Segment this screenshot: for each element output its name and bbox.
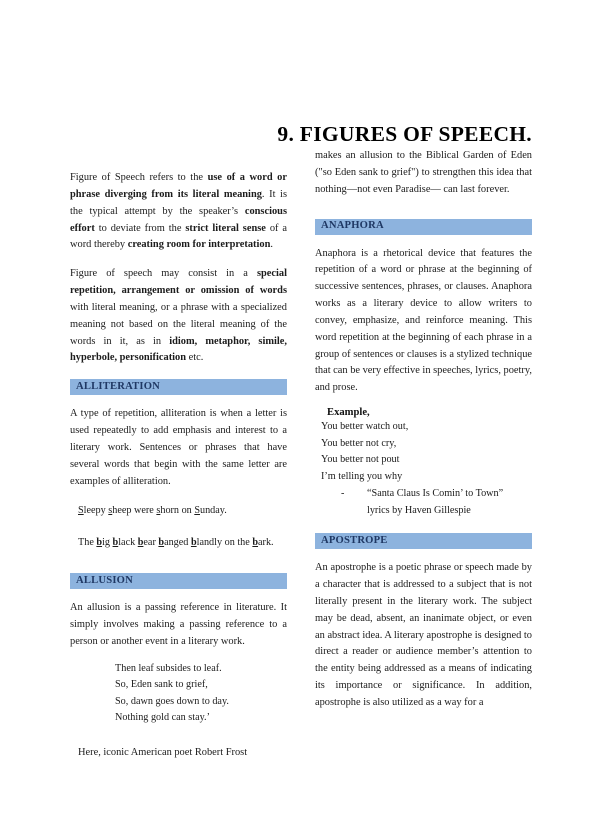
- page-title: 9. FIGURES OF SPEECH.: [277, 122, 532, 147]
- intro-p2-seg-c: with literal meaning, or a phrase with a specialized meaning not based on the literal meaning of the words in it, as in: [70, 301, 287, 347]
- allusion-continuation: makes an allusion to the Biblical Garden of Eden ("so Eden sank to grief") to strengthen this idea that nothing—not even Paradise— can last forever.: [315, 150, 532, 195]
- apostrope-body: An apostrophe is a poetic phrase or speech made by a character that is addressed to a subject that is not literally present in the literary work. The subject may be dead, absent, an inanimate object, or even an abstract idea. A literary apostrophe is designed to direct a reader or audience member’s attention to the entity being addressed as a means of indicating its importance or significance. In addition, apostrophe is also utilized as a way for a: [315, 562, 532, 708]
- anaphora-attribution: [315, 486, 532, 519]
- example1-text-4: unday.: [199, 504, 227, 516]
- intro-p2-seg-e: etc.: [186, 352, 204, 364]
- intro-p1-seg-i: .: [270, 239, 273, 251]
- intro-p2-seg-a: Figure of speech may consist in a: [70, 268, 257, 280]
- intro-p1-seg-g: of a word thereby: [70, 222, 288, 251]
- allusion-closing-text: Here, iconic American poet Robert Frost: [78, 746, 248, 758]
- lyrics-line: I’m telling you why: [321, 470, 403, 482]
- alliteration-body: A type of repetition, alliteration is when a letter is used repeatedly to add emphasis and interest to a literary work. Sentences or phrases that have several words that begin with the same letter are examples of alliteration.: [70, 408, 287, 487]
- anaphora-body: Anaphora is a rhetorical device that features the repetition of a word or phrase at the beginning of successive sentences, phrases, or clauses. Anaphora works as a literary device to allow writers to convey, emphasize, and reinforce meaning. This word repetition at the beginning of each phrase in a group of sentences or clauses is a stylized technique that can be very effective in speeches, lyrics, poetry, and prose.: [315, 247, 532, 394]
- intro-p2-seg-b: special repetition, arrangement or omission of words: [70, 268, 287, 297]
- example2-underline-1: b: [96, 536, 103, 548]
- poem-line: Then leaf subsides to leaf.: [115, 662, 222, 674]
- example2-text-6: ark.: [258, 536, 274, 548]
- example2-text-1: ig: [102, 536, 113, 548]
- example1-text-1: leepy: [83, 504, 109, 516]
- example2-text-3: ear: [143, 536, 159, 548]
- example2-underline-4: b: [158, 536, 165, 548]
- poem-line: Nothing gold can stay.’: [115, 712, 210, 724]
- alliteration-example-2: [70, 535, 287, 551]
- poem-line: So, dawn goes down to day.: [115, 695, 229, 707]
- two-column-layout: [70, 150, 532, 772]
- section-heading-label: ALLUSION: [76, 574, 133, 586]
- example2-prefix: The: [78, 536, 97, 548]
- bullet-dash-icon: -: [341, 488, 345, 500]
- example2-text-5: landly on the: [196, 536, 253, 548]
- example1-underline-1: S: [78, 504, 84, 516]
- example2-text-4: anged: [164, 536, 191, 548]
- lyrics-line: You better not cry,: [321, 437, 397, 449]
- intro-p1-seg-a: Figure of Speech refers to the: [70, 172, 208, 183]
- alliteration-example-1: [70, 503, 287, 519]
- example1-underline-2: s: [108, 504, 113, 516]
- section-heading-label: ANAPHORA: [321, 220, 384, 232]
- section-heading-label: ALLITERATION: [76, 380, 161, 392]
- intro-p1-seg-f: strict literal sense: [185, 222, 266, 234]
- lyrics-line: You better not pout: [321, 454, 400, 466]
- anaphora-lyrics: [315, 419, 532, 485]
- example1-text-3: horn on: [160, 504, 195, 516]
- example2-underline-6: b: [252, 536, 259, 548]
- example2-underline-5: b: [190, 536, 197, 548]
- section-heading-label: APOSTROPE: [321, 534, 388, 546]
- intro-paragraph-1: [70, 170, 287, 254]
- anaphora-example-label: Example,: [327, 407, 370, 419]
- intro-p1-seg-b: use of a word or phrase diverging from its literal meaning: [70, 172, 287, 200]
- section-heading-allusion: [70, 573, 287, 589]
- example2-underline-2: b: [112, 536, 119, 548]
- example1-text-2: heep were: [112, 504, 157, 516]
- intro-p2-seg-d: idiom, metaphor, simile, hyperbole, personification: [70, 335, 287, 364]
- allusion-body: An allusion is a passing reference in literature. It simply involves making a passing reference to a person or another event in a literary work.: [70, 602, 287, 647]
- attribution-text: [367, 486, 532, 519]
- left-column: [70, 170, 287, 772]
- attribution-line-2: lyrics by Haven Gillespie: [367, 504, 471, 516]
- example1-underline-4: S: [194, 504, 200, 516]
- intro-p1-seg-c: . It is the typical attempt by the speaker’s: [70, 188, 287, 217]
- example2-text-2: lack: [118, 536, 138, 548]
- example1-underline-3: s: [156, 504, 161, 516]
- intro-paragraph-2: [70, 266, 287, 367]
- example2-underline-3: b: [137, 536, 144, 548]
- section-heading-alliteration: [70, 379, 287, 395]
- section-heading-anaphora: [315, 219, 532, 235]
- right-column: [315, 148, 532, 772]
- section-heading-apostrope: [315, 533, 532, 549]
- intro-p1-seg-e: to deviate from the: [94, 222, 186, 234]
- lyrics-line: You better watch out,: [321, 421, 409, 433]
- intro-p1-seg-d: conscious effort: [70, 205, 287, 234]
- allusion-poem: [70, 661, 287, 727]
- intro-p1-seg-h: creating room for interpretation: [127, 239, 271, 251]
- poem-line: So, Eden sank to grief,: [115, 679, 208, 691]
- attribution-line-1: “Santa Claus Is Comin’ to Town”: [367, 488, 504, 500]
